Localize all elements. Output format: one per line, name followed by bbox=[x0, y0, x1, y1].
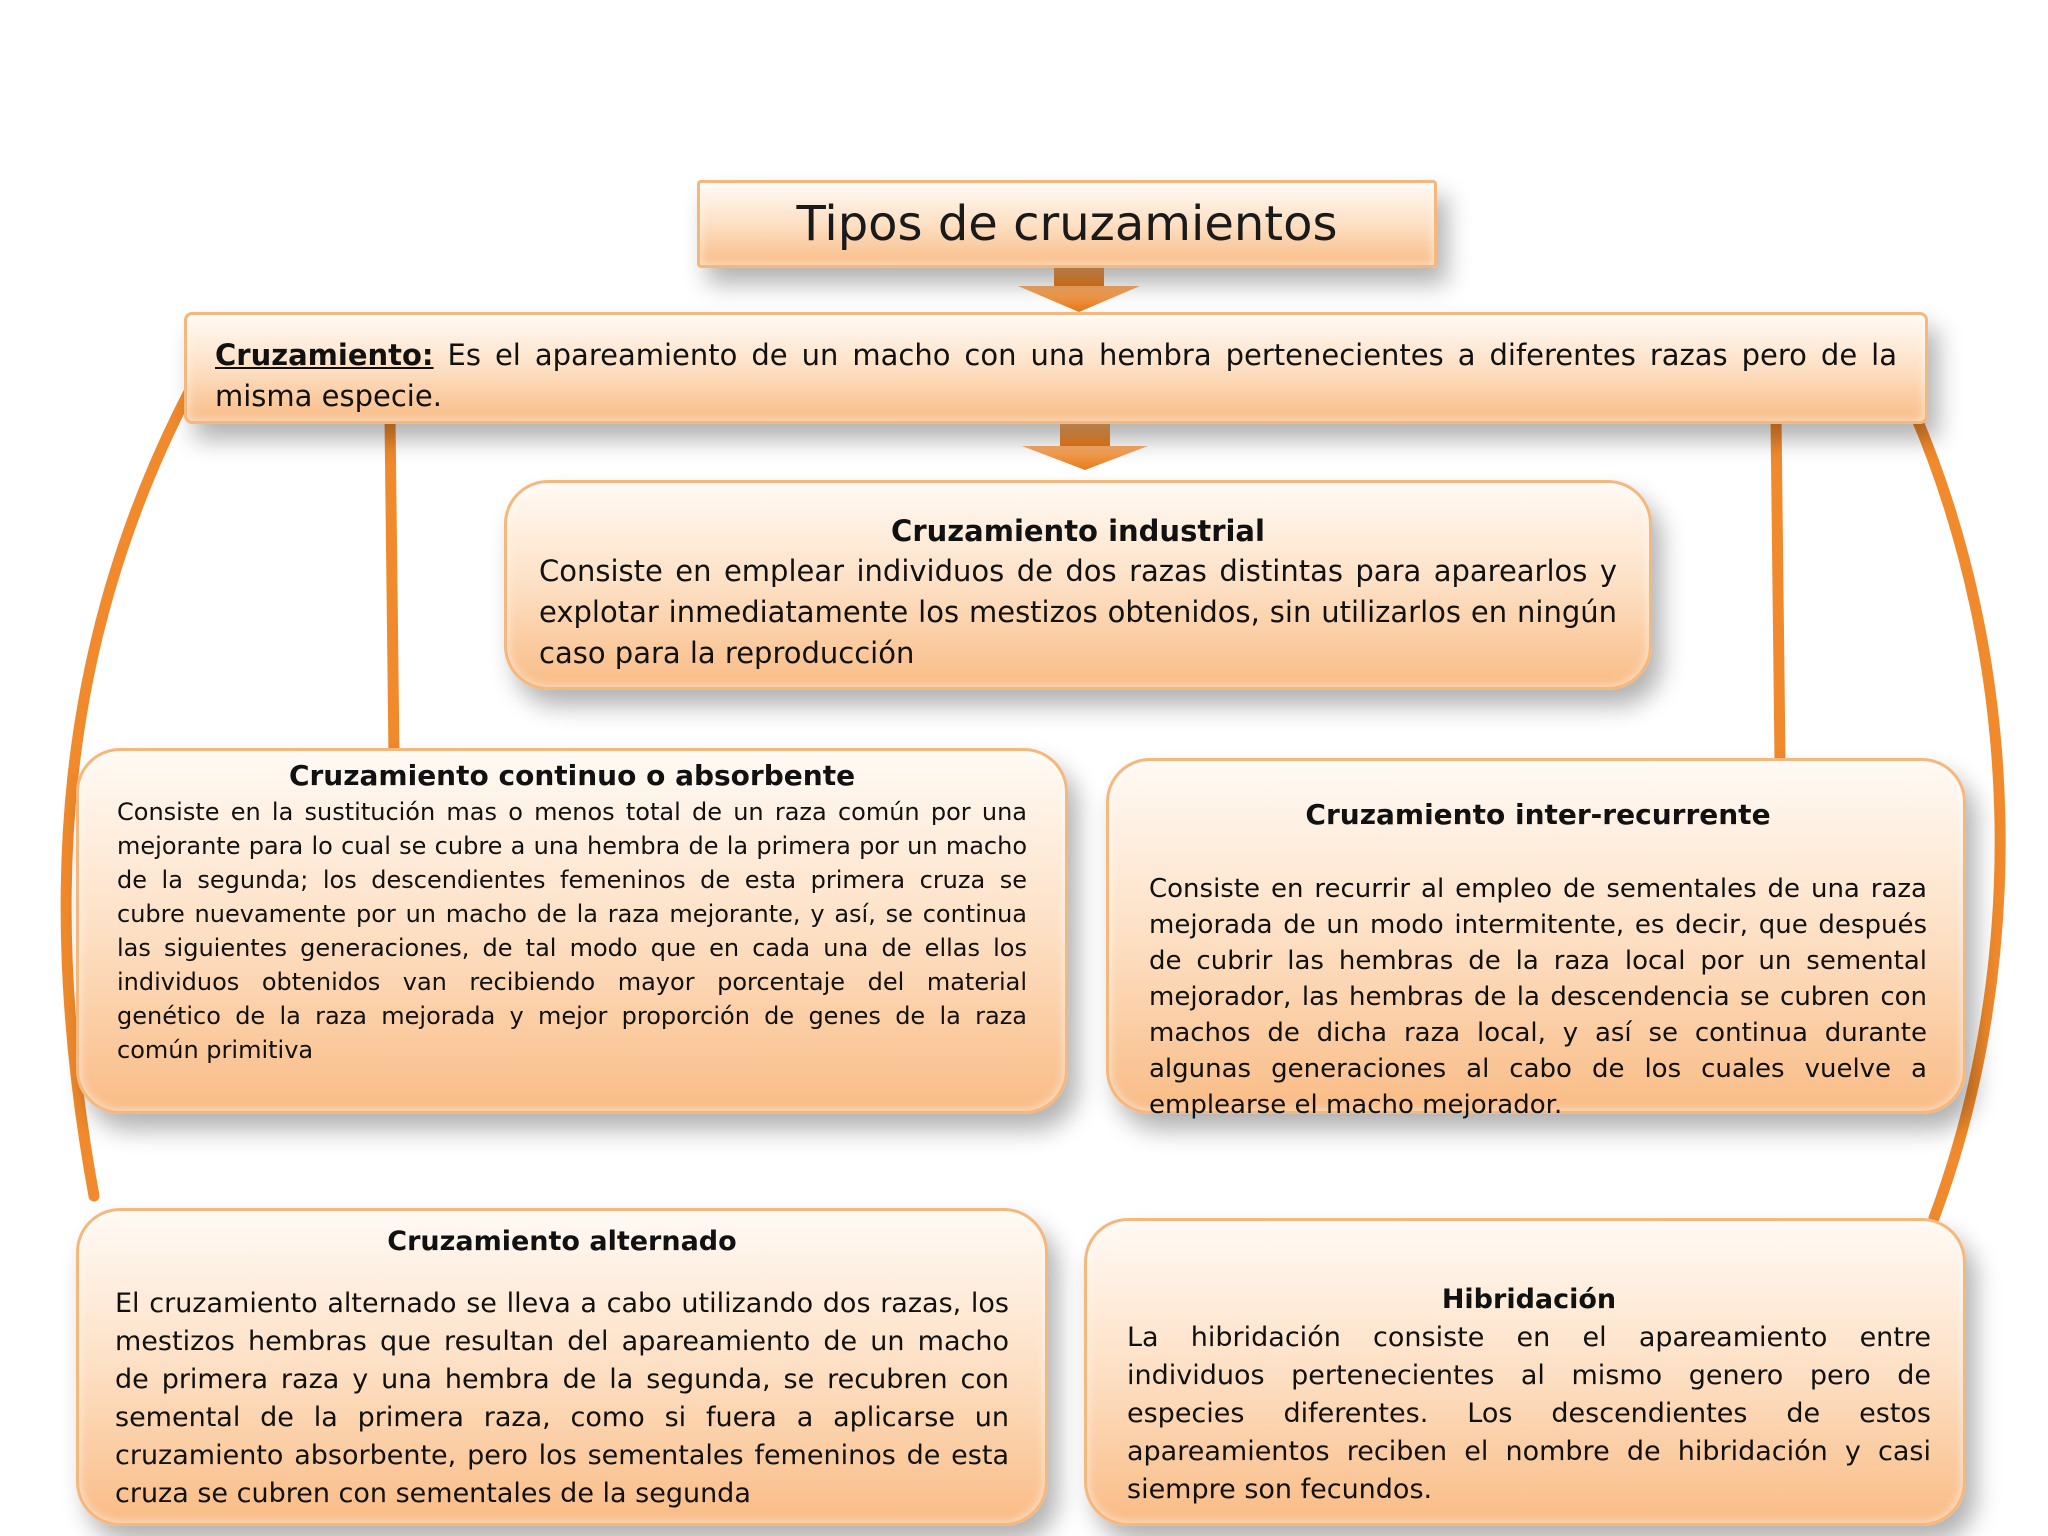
box-industrial bbox=[504, 480, 1652, 690]
inter-text: Consiste en recurrir al empleo de sementales de una raza mejorada de un modo intermitente, es decir, que después de cubrir las hembras de la raza local por un semental mejorador, las hembras de la descendencia se cubren con machos de dicha raza local, y así se continua durante algunas generaciones al cabo de los cuales vuelve a emplearse el macho mejorador. bbox=[1149, 874, 1927, 1120]
alternado-text: El cruzamiento alternado se lleva a cabo utilizando dos razas, los mestizos hembras que resultan del apareamiento de un macho de primera raza y una hembra de la segunda, se recubren con semental de la primera raza, como si fuera a aplicarse un cruzamiento absorbente, pero los sementales femeninos de esta cruza se cubren con sementales de la segunda bbox=[115, 1288, 1009, 1509]
box-inter-recurrente bbox=[1106, 758, 1966, 1120]
inter-heading: Cruzamiento inter-recurrente bbox=[1305, 798, 1771, 831]
box-alternado bbox=[76, 1208, 1048, 1526]
definition-term: Cruzamiento: bbox=[215, 338, 434, 372]
industrial-heading: Cruzamiento industrial bbox=[891, 514, 1265, 548]
definition-box bbox=[184, 312, 1928, 424]
industrial-text: Consiste en emplear individuos de dos razas distintas para aparearlos y explotar inmediatamente los mestizos obtenidos, sin utilizarlos en ningún caso para la reproducción bbox=[539, 554, 1617, 670]
box-hibridacion bbox=[1084, 1218, 1966, 1526]
alternado-heading: Cruzamiento alternado bbox=[387, 1226, 737, 1257]
arrow-down-icon bbox=[1018, 266, 1140, 312]
continuo-heading: Cruzamiento continuo o absorbente bbox=[288, 759, 856, 792]
connector-right-inner bbox=[1776, 418, 1780, 760]
diagram-title: Tipos de cruzamientos bbox=[796, 196, 1338, 252]
definition-text: Es el apareamiento de un macho con una hembra pertenecientes a diferentes razas pero de la misma especie. bbox=[215, 338, 1897, 413]
box-continuo bbox=[76, 748, 1068, 1114]
title-box bbox=[697, 180, 1437, 268]
hibridacion-heading: Hibridación bbox=[1441, 1284, 1617, 1315]
connector-left-inner bbox=[390, 418, 394, 756]
continuo-text: Consiste en la sustitución mas o menos total de un raza común por una mejorante para lo cual se cubre a una hembra de la primera por un macho de la segunda; los descendientes femeninos de esta primera cruza se cubre nuevamente por un macho de la raza mejorante, y así, se continua las siguientes generaciones, de tal modo que en cada una de ellas los individuos obtenidos van recibiendo mayor porcentaje del material genético de la raza mejorada y mejor proporción de genes de la raza común primitiva bbox=[117, 798, 1027, 1064]
arrow-down-icon bbox=[1022, 424, 1148, 470]
hibridacion-text: La hibridación consiste en el apareamiento entre individuos pertenecientes al mismo genero pero de especies diferentes. Los descendientes de estos apareamientos reciben el nombre de hibridación y casi siempre son fecundos. bbox=[1127, 1322, 1931, 1505]
